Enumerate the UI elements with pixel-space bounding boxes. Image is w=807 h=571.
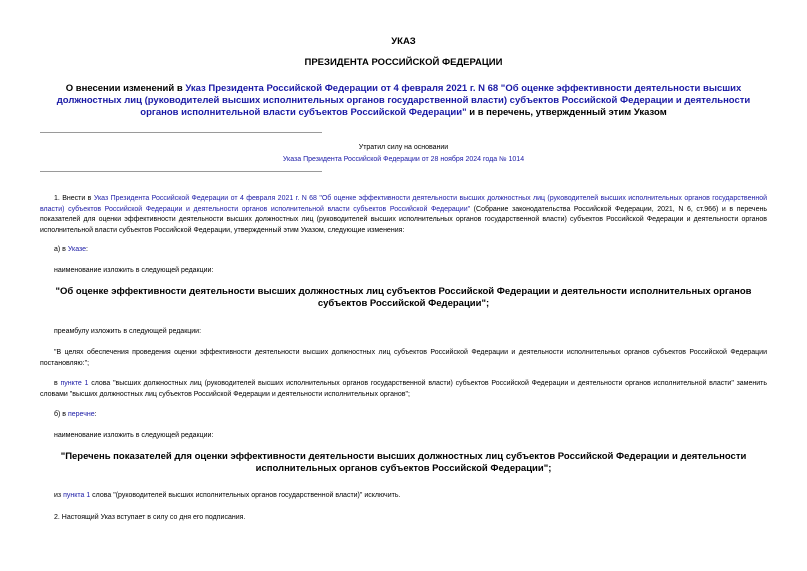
paragraph-2: 2. Настоящий Указ вступает в силу со дня его подписания. [54, 514, 246, 521]
name-label-1: наименование изложить в следующей редакции: [54, 267, 214, 274]
preamble-label: преамбулу изложить в следующей редакции: [54, 328, 202, 335]
p1-prefix: 1. Внести в [54, 195, 94, 202]
a-suffix: : [86, 246, 88, 253]
void-notice-label: Утратил силу на основании [358, 144, 449, 151]
point-1-amendment [40, 379, 767, 400]
decree-heading: УКАЗ [391, 36, 416, 47]
point1-suffix: слова "высших должностных лиц (руководителей высших исполнительных органов государственной власти) субъектов Российской Федерации и деятельности органов исполнительной власти" заменить словами "высших должностных лиц субъектов Российской Федерации и деятельности исполнительных органов"; [40, 380, 768, 398]
void-notice-line [40, 156, 767, 163]
repealing-decree-link[interactable]: Указа Президента Российской Федерации от 28 ноября 2024 года № 1014 [282, 156, 525, 163]
decree-subject [40, 83, 767, 119]
new-decree-title: "Об оценке эффективности деятельности высших должностных лиц субъектов Российской Федерации и деятельности исполнительных органов субъектов Российской Федерации"; [55, 286, 752, 309]
list-link[interactable]: перечне [67, 411, 95, 418]
preamble-text: "В целях обеспечения проведения оценки эффективности деятельности высших должностных лиц субъектов Российской Федерации и деятельности исполнительных органов субъектов Российской Федерации постановляю:"; [40, 349, 767, 367]
subject-prefix: О внесении изменений в [65, 83, 186, 94]
subparagraph-a [40, 245, 767, 256]
issuer-heading: ПРЕЗИДЕНТА РОССИЙСКОЙ ФЕДЕРАЦИИ [304, 57, 503, 68]
b-prefix: б) в [54, 411, 68, 418]
amended-decree-link[interactable]: Указ Президента Российской Федерации от 4 февраля 2021 г. N 68 "Об оценке эффективности деятельности высших должностных лиц (руководителей высших исполнительных органов государственной власти) субъектов Российской Федерации и деятельности органов исполнительной власти субъектов Российской Федерации" [56, 83, 751, 118]
subparagraph-b [40, 410, 767, 421]
a-prefix: а) в [54, 246, 68, 253]
decree-68-link[interactable]: Указ Президента Российской Федерации от 4 февраля 2021 г. N 68 "Об оценке эффективности деятельности высших должностных лиц (руководителей высших исполнительных органов государственной власти) субъектов Российской Федерации и деятельности органов исполнительной власти субъектов Российской Федерации" [40, 195, 767, 213]
paragraph-1 [40, 194, 767, 236]
point-1-link[interactable]: пункте 1 [60, 380, 89, 387]
decree-link[interactable]: Указе [67, 246, 87, 253]
b-suffix: : [94, 411, 97, 418]
list-point-1-link[interactable]: пункта 1 [63, 492, 91, 499]
exclusion-amendment [40, 491, 767, 502]
point1-prefix: в [54, 380, 61, 387]
subject-suffix: и в перечень, утвержденный этим Указом [466, 107, 667, 118]
divider-bottom [40, 171, 322, 172]
divider-top [40, 132, 322, 133]
exclude-prefix: из [54, 492, 64, 499]
exclude-suffix: слова "(руководителей высших исполнительных органов государственной власти)" исключить. [90, 492, 401, 499]
new-list-title: "Перечень показателей для оценки эффективности деятельности высших должностных лиц субъектов Российской Федерации и деятельности исполнительных органов субъектов Российской Федерации"; [60, 451, 747, 474]
name-label-2: наименование изложить в следующей редакции: [54, 432, 214, 439]
p1-suffix: (Собрание законодательства Российской Федерации, 2021, N 6, ст.966) и в перечень показателей для оценки эффективности деятельности высших должностных лиц (руководителей высших исполнительных органов государственной власти) субъектов Российской Федерации и деятельности органов исполнительной власти субъектов Российской Федерации, утвержденный этим Указом, следующие изменения: [40, 205, 767, 234]
